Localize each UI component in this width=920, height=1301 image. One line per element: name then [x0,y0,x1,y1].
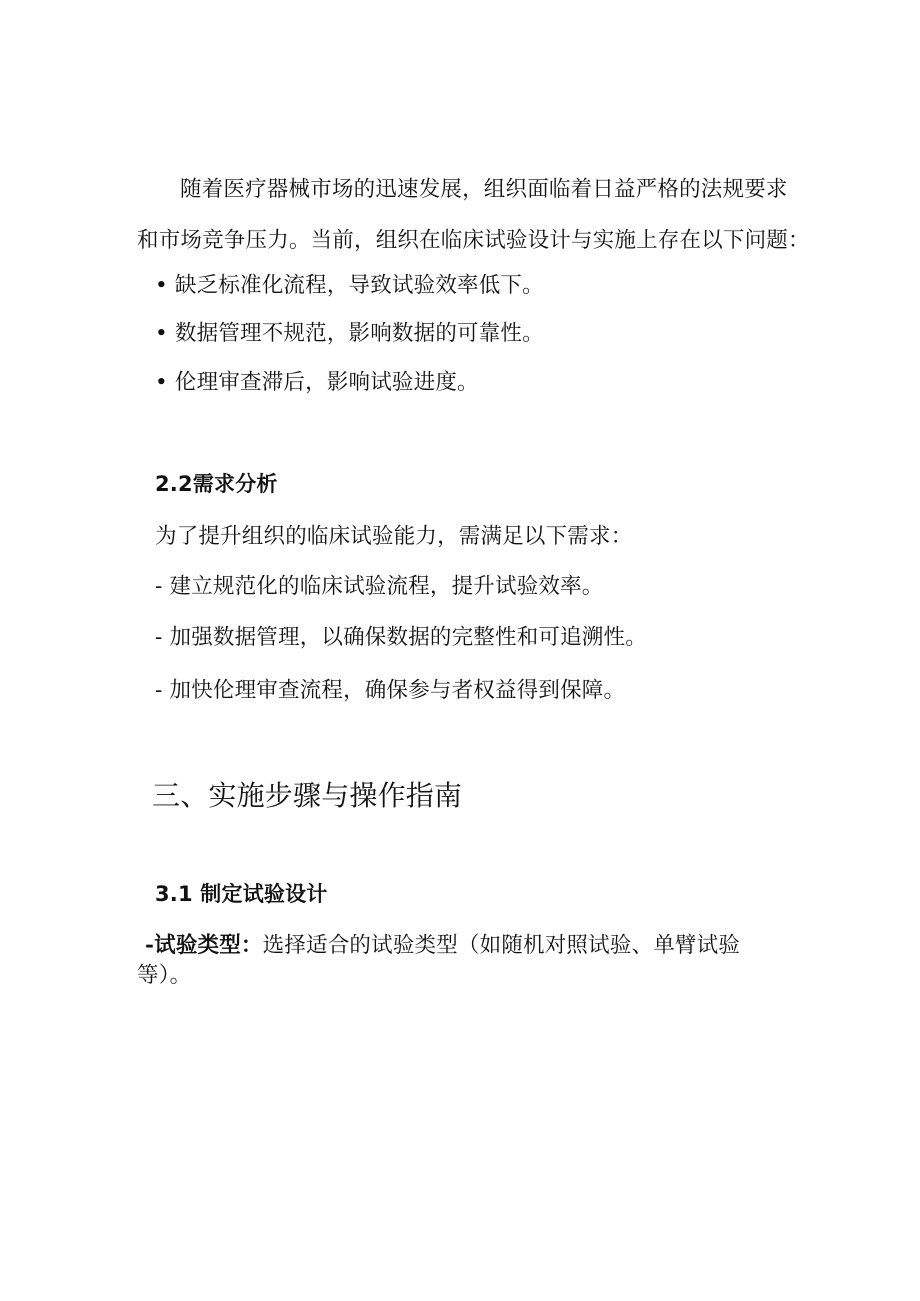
section-2-2-lead: 为了提升组织的临床试验能力，需满足以下需求： [155,524,633,549]
intro-line-1: 随着医疗器械市场的迅速发展，组织面临着日益严格的法规要求 [180,177,788,202]
section-3-title: 三、实施步骤与操作指南 [152,779,463,812]
problem-item-3: • 伦理审查滞后，影响试验进度。 [155,370,479,395]
section-3-1-title: 3.1 制定试验设计 [155,882,328,906]
section-2-2-title: 2.2需求分析 [155,472,278,496]
trial-type-line [145,932,740,960]
trial-type-line-2: 等）。 [137,963,192,988]
need-item-1: - 建立规范化的临床试验流程，提升试验效率。 [155,574,604,599]
intro-line-2: 和市场竞争压力。当前，组织在临床试验设计与实施上存在以下问题： [137,228,810,253]
need-item-3: - 加快伦理审查流程，确保参与者权益得到保障。 [155,678,626,703]
problem-item-2: • 数据管理不规范，影响数据的可靠性。 [155,321,544,346]
trial-type-term: -试验类型： [145,933,263,958]
need-item-2: - 加强数据管理，以确保数据的完整性和可追溯性。 [155,625,647,650]
trial-type-desc: 选择适合的试验类型（如随机对照试验、单臂试验 [262,933,741,958]
problem-item-1: • 缺乏标准化流程，导致试验效率低下。 [155,273,544,298]
